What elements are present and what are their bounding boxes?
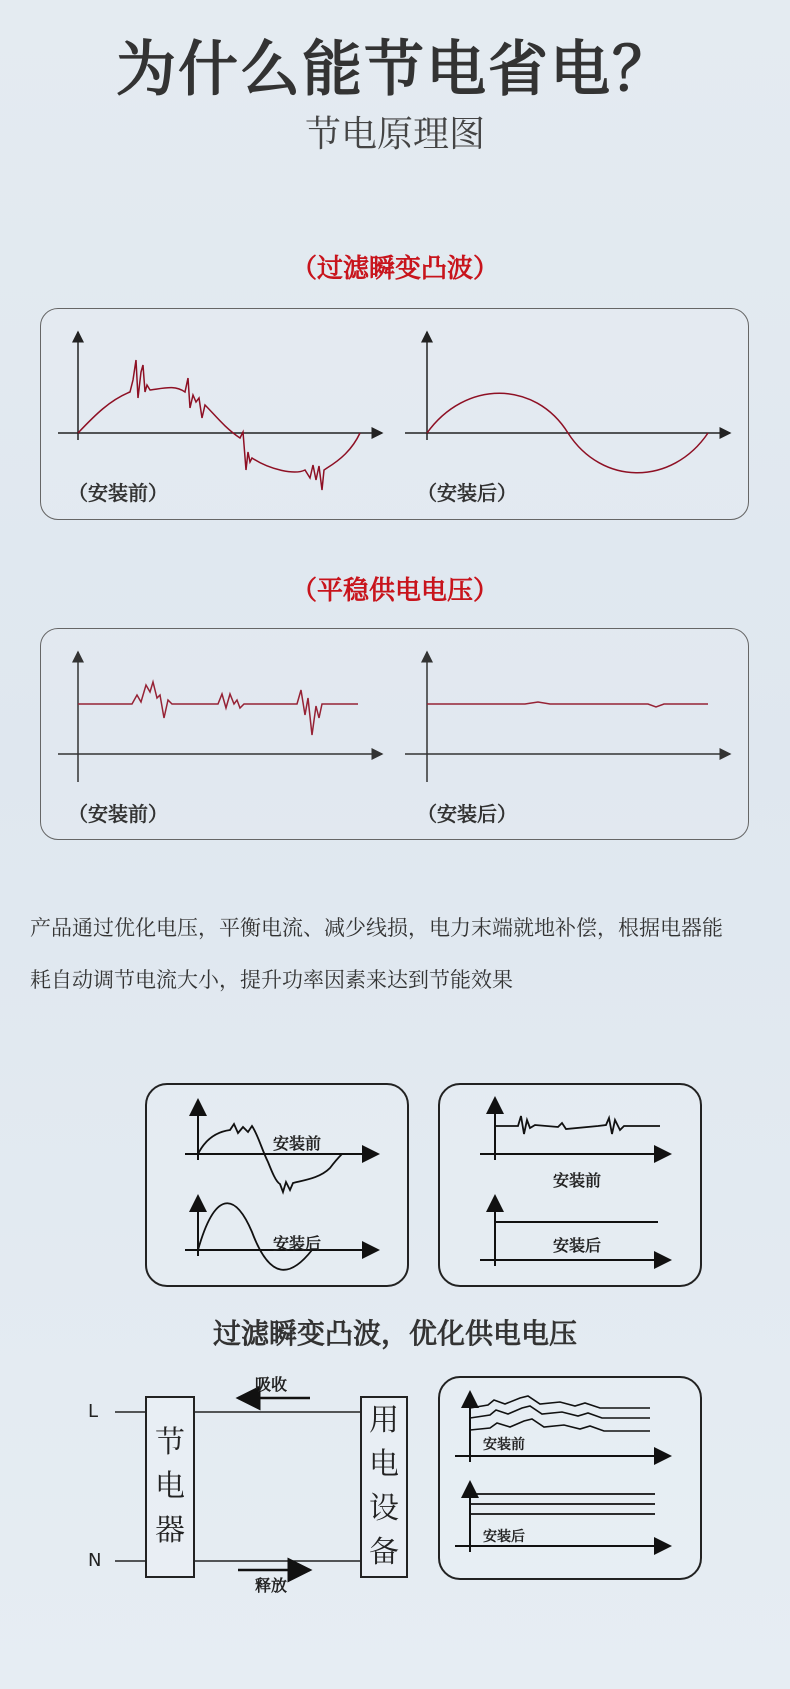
absorb-label: 吸收: [255, 1375, 288, 1394]
combo-title: 过滤瞬变凸波，优化供电电压: [212, 1317, 577, 1350]
bottom-before-label: 安装前: [483, 1437, 525, 1453]
line-l-label: L: [88, 1401, 99, 1422]
saver-char-3: 器: [155, 1513, 185, 1548]
device-char-4: 备: [369, 1535, 399, 1570]
s1-after-caption: （安装后）: [417, 481, 517, 505]
device-char-3: 设: [369, 1491, 399, 1526]
mini-right-after-label: 安装后: [553, 1236, 602, 1255]
saver-char-1: 节: [155, 1425, 185, 1460]
release-label: 释放: [255, 1576, 288, 1595]
section1-title: （过滤瞬变凸波）: [290, 254, 499, 284]
device-char-1: 用: [369, 1403, 399, 1438]
s1-before-caption: （安装前）: [68, 481, 168, 505]
mini-right-before-label: 安装前: [553, 1171, 602, 1190]
mini-left-after-label: 安装后: [273, 1234, 322, 1253]
saver-char-2: 电: [155, 1469, 185, 1504]
page-title: 为什么能节电省电？: [116, 35, 674, 105]
mini-left-before-label: 安装前: [273, 1134, 322, 1153]
page-subtitle: 节电原理图: [304, 114, 485, 155]
s2-before-caption: （安装前）: [68, 802, 168, 826]
bottom-after-label: 安装后: [483, 1529, 525, 1545]
description-line1: 产品通过优化电压，平衡电流、减少线损，电力末端就地补偿，根据电器能: [30, 916, 723, 940]
line-n-label: N: [88, 1550, 102, 1571]
description-line2: 耗自动调节电流大小，提升功率因素来达到节能效果: [30, 968, 513, 992]
s2-after-caption: （安装后）: [417, 802, 517, 826]
section2-title: （平稳供电电压）: [290, 576, 499, 606]
device-char-2: 电: [369, 1447, 399, 1482]
